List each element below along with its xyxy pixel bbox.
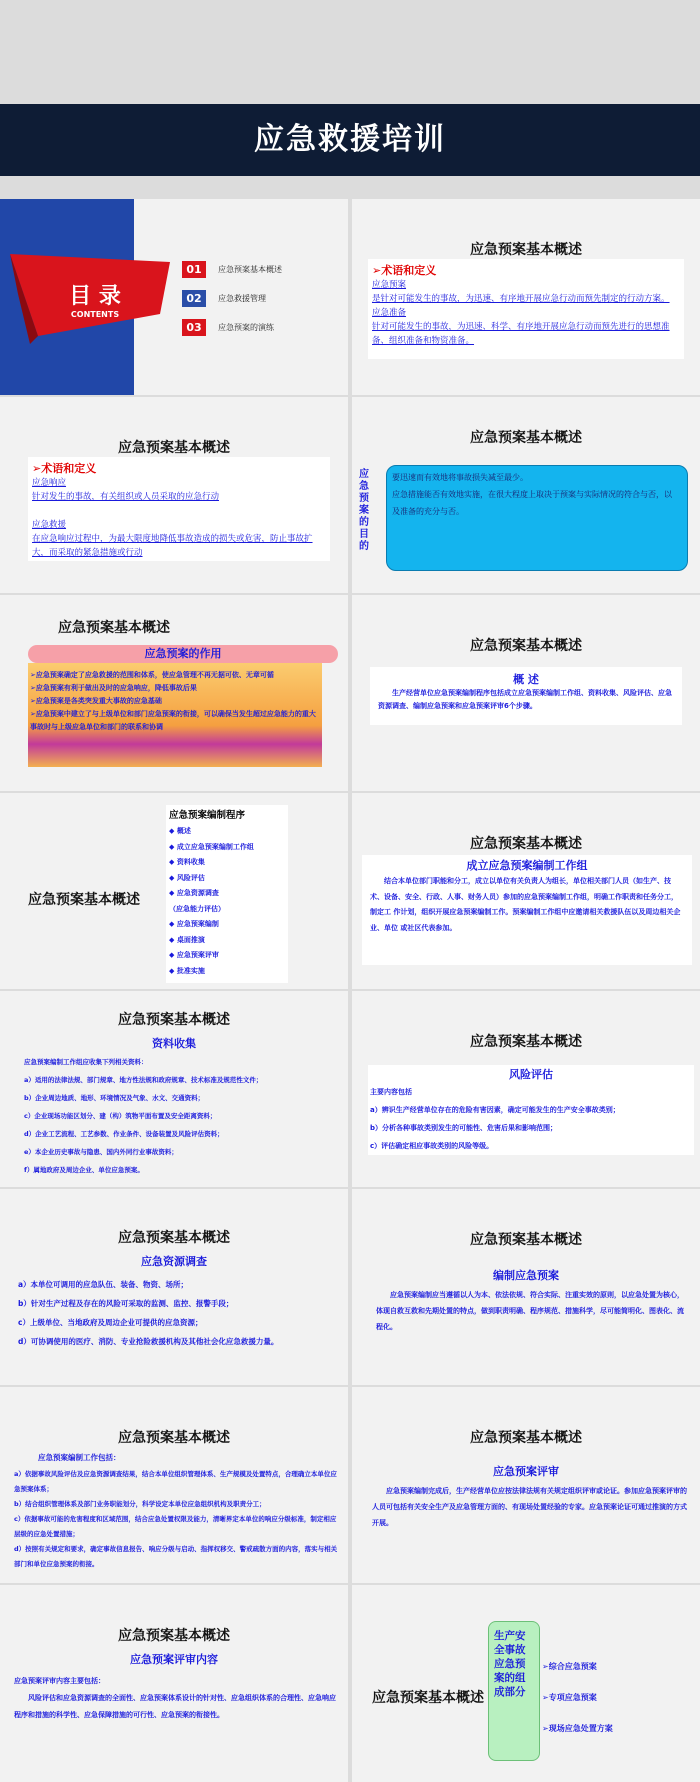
procedure-step: ◆ 应急资源调查 bbox=[169, 889, 219, 897]
slide-title: 应急预案基本概述 bbox=[470, 638, 582, 654]
toc-slide bbox=[0, 199, 348, 395]
slide-title: 应急预案基本概述 bbox=[470, 430, 582, 446]
risk-heading: 风险评估 bbox=[509, 1068, 553, 1081]
collection-item: d）企业工艺流程、工艺参数、作业条件、设备装置及风险评估资料； bbox=[24, 1130, 224, 1138]
component-item: ➢综合应急预案 bbox=[542, 1662, 597, 1671]
section-heading: ➢术语和定义 bbox=[32, 462, 97, 475]
components-vertical-label: 生产安全事故应急预案的组成部分 bbox=[494, 1630, 526, 1698]
work-item: d）按照有关规定和要求，确定事故信息报告、响应分级与启动、指挥权移交、警戒疏散方面的内容，落实与相关部门和单位应急预案的衔接。 bbox=[14, 1545, 338, 1568]
slide-plan-components bbox=[352, 1585, 700, 1782]
work-item: b）结合组织管理体系及部门业务职能划分，科学设定本单位应急组织机构及职责分工； bbox=[14, 1500, 266, 1508]
procedure-step: ◆ 资料收集 bbox=[169, 858, 205, 866]
resource-item: b）针对生产过程及存在的风险可采取的监测、监控、报警手段； bbox=[18, 1299, 234, 1308]
role-item: ➢应急预案有利于做出及时的应急响应，降低事故后果 bbox=[30, 684, 197, 692]
workgroup-body: 结合本单位部门职能和分工，成立以单位有关负责人为组长，单位相关部门人员（如生产、技术、设备、安全、行政、人事、财务人员）参加的应急预案编制工作组，明确工作职责和任务分工，制定工 作计划，组织开展应急预案编制工作。预案编制工作组中应邀请相关救援队伍以及周边相关企业、单位 或社区代表参加。 bbox=[370, 877, 681, 932]
cover-banner bbox=[0, 104, 700, 176]
role-item: ➢应急预案是各类突发重大事故的应急基础 bbox=[30, 697, 162, 705]
review-content-intro: 应急预案评审内容主要包括： bbox=[14, 1677, 105, 1685]
slide-workgroup bbox=[352, 793, 700, 989]
collection-item: f）属地政府及周边企业、单位应急预案。 bbox=[24, 1166, 144, 1174]
slide-procedure bbox=[0, 793, 348, 989]
toc-num-2: 02 bbox=[182, 290, 206, 307]
workgroup-heading: 成立应急预案编制工作组 bbox=[466, 859, 588, 872]
procedure-step: ◆ 概述 bbox=[169, 827, 191, 835]
review-content-heading: 应急预案评审内容 bbox=[130, 1653, 218, 1666]
slide-prepare-plan bbox=[352, 1189, 700, 1385]
resource-heading: 应急资源调查 bbox=[141, 1255, 207, 1268]
vertical-label: 应急预案的目的 bbox=[359, 469, 369, 552]
collection-item: e）本企业历史事故与隐患、国内外同行业事故资料； bbox=[24, 1148, 178, 1156]
risk-item: b）分析各种事故类别发生的可能性、危害后果和影响范围； bbox=[370, 1124, 558, 1132]
toc-subheading: CONTENTS bbox=[70, 310, 120, 319]
slide-title: 应急预案基本概述 bbox=[470, 1034, 582, 1050]
collection-item: b）企业周边地质、地形、环境情况及气象、水文、交通资料； bbox=[24, 1094, 205, 1102]
toc-item-1[interactable]: 应急预案基本概述 bbox=[218, 265, 282, 274]
collection-heading: 资料收集 bbox=[152, 1037, 196, 1050]
term-definition: 在应急响应过程中，为最大限度地降低事故造成的损失或危害，防止事故扩大，而采取的紧急措施或行动 bbox=[32, 534, 313, 558]
term-label: 应急准备 bbox=[372, 308, 407, 318]
slide-role bbox=[0, 595, 348, 791]
slide-title: 应急预案基本概述 bbox=[118, 1430, 230, 1446]
slide-title: 应急预案基本概述 bbox=[58, 620, 170, 636]
procedure-step: ◆ 成立应急预案编制工作组 bbox=[169, 842, 254, 851]
toc-num-1: 01 bbox=[182, 261, 206, 278]
slide-title: 应急预案基本概述 bbox=[470, 1232, 582, 1248]
collection-item: a）适用的法律法规、部门规章、地方性法规和政府规章、技术标准及规范性文件； bbox=[24, 1076, 263, 1084]
prepare-heading: 编制应急预案 bbox=[493, 1269, 559, 1282]
risk-item: a）辨识生产经营单位存在的危险有害因素，确定可能发生的生产安全事故类别； bbox=[370, 1106, 620, 1114]
work-item: a）依据事故风险评估及应急资源调查结果，结合本单位组织管理体系、生产规模及处置特点，合理确立本单位应急预案体系； bbox=[14, 1470, 337, 1493]
procedure-step: ◆ 应急预案编制 bbox=[169, 920, 219, 928]
overview-heading: 概 述 bbox=[513, 673, 539, 686]
slide-review-content bbox=[0, 1585, 348, 1782]
role-item: ➢应急预案确定了应急救援的范围和体系，使应急管理不再无据可依、无章可循 bbox=[30, 671, 274, 679]
slide-title: 应急预案基本概述 bbox=[28, 892, 140, 908]
procedure-step: ◆ 风险评估 bbox=[169, 873, 205, 882]
purpose-line-2: 应急措施能否有效地实施，在很大程度上取决于预案与实际情况的符合与否，以及准备的充分与否。 bbox=[392, 490, 672, 516]
review-heading: 应急预案评审 bbox=[493, 1465, 559, 1478]
section-heading: ➢术语和定义 bbox=[372, 264, 437, 277]
overview-body: 生产经营单位应急预案编制程序包括成立应急预案编制工作组、资料收集、风险评估、应急资源调查、编制应急预案和应急预案评审6个步骤。 bbox=[378, 689, 672, 710]
review-content-body: 风险评估和应急资源调查的全面性、应急预案体系设计的针对性、应急组织体系的合理性、应急响应程序和措施的科学性、应急保障措施的可行性、应急预案的衔接性。 bbox=[14, 1694, 336, 1719]
procedure-step: ◆ 桌面推演 bbox=[169, 935, 205, 944]
slide-terms-1 bbox=[352, 199, 700, 395]
slide-title: 应急预案基本概述 bbox=[118, 1012, 230, 1028]
resource-item: d）可协调使用的医疗、消防、专业抢险救援机构及其他社会化应急救援力量。 bbox=[18, 1337, 279, 1346]
slide-title: 应急预案基本概述 bbox=[372, 1690, 484, 1706]
slide-title: 应急预案基本概述 bbox=[470, 836, 582, 852]
component-item: ➢专项应急预案 bbox=[542, 1693, 597, 1702]
term-definition: 针对发生的事故，有关组织或人员采取的应急行动 bbox=[32, 492, 220, 502]
cover-title: 应急救援培训 bbox=[254, 122, 446, 157]
slide-overview bbox=[352, 595, 700, 791]
resource-item: a）本单位可调用的应急队伍、装备、物资、场所； bbox=[18, 1280, 189, 1289]
procedure-box-title: 应急预案编制程序 bbox=[169, 810, 246, 821]
slide-title: 应急预案基本概述 bbox=[470, 1430, 582, 1446]
term-label: 应急预案 bbox=[372, 280, 407, 290]
toc-item-3[interactable]: 应急预案的演练 bbox=[218, 323, 274, 332]
toc-heading: 目 录 bbox=[69, 284, 121, 309]
procedure-step: （应急能力评估） bbox=[169, 904, 225, 913]
work-intro: 应急预案编制工作包括： bbox=[38, 1453, 121, 1462]
toc-num-3: 03 bbox=[182, 319, 206, 336]
slide-resource-survey bbox=[0, 1189, 348, 1385]
purpose-line-1: 要迅速而有效地将事故损失减至最少。 bbox=[392, 473, 528, 482]
term-label: 应急响应 bbox=[32, 478, 67, 488]
review-body: 应急预案编制完成后，生产经营单位应按法律法规有关规定组织评审或论证。参加应急预案评审的 人员可包括有关安全生产及应急管理方面的、有现场处置经验的专家。应急预案论证可通过推演的方式开展。 bbox=[372, 1487, 687, 1527]
prepare-body: 应急预案编制应当遵循以人为本、依法依规、符合实际、注重实效的原则，以应急处置为核心，体现自救互救和先期处置的特点，做到职责明确、程序规范、措施科学，尽可能简明化、图表化、流程化。 bbox=[376, 1291, 684, 1331]
slide-purpose bbox=[352, 397, 700, 593]
slide-risk-assessment bbox=[352, 991, 700, 1187]
work-item: c）依据事故可能的危害程度和区域范围，结合应急处置权限及能力，清晰界定本单位的响应分级标准，制定相应层级的应急处置措施； bbox=[14, 1515, 337, 1538]
slide-plan-review bbox=[352, 1387, 700, 1583]
slide-title: 应急预案基本概述 bbox=[118, 1628, 230, 1644]
term-definition: 针对可能发生的事故，为迅速、科学、有序地开展应急行动而预先进行的思想准备、组织准备和物资准备。 bbox=[372, 322, 670, 346]
role-heading: 应急预案的作用 bbox=[28, 645, 338, 663]
term-definition: 是针对可能发生的事故，为迅速、有序地开展应急行动而预先制定的行动方案。 bbox=[372, 294, 670, 304]
slide-title: 应急预案基本概述 bbox=[118, 1230, 230, 1246]
procedure-step: ◆ 应急预案评审 bbox=[169, 951, 219, 959]
slide-data-collection bbox=[0, 991, 348, 1187]
slide-terms-2 bbox=[0, 397, 348, 593]
slide-prepare-work bbox=[0, 1387, 348, 1583]
component-item: ➢现场应急处置方案 bbox=[542, 1724, 613, 1733]
term-label: 应急救援 bbox=[32, 520, 67, 530]
slide-title: 应急预案基本概述 bbox=[118, 440, 230, 456]
risk-item: c）评估确定相应事故类别的风险等级。 bbox=[370, 1142, 494, 1150]
slide-title: 应急预案基本概述 bbox=[470, 242, 582, 258]
procedure-step: ◆ 批准实施 bbox=[169, 966, 205, 975]
resource-item: c）上级单位、当地政府及周边企业可提供的应急资源； bbox=[18, 1318, 203, 1327]
toc-item-2[interactable]: 应急救援管理 bbox=[218, 294, 266, 303]
collection-intro: 应急预案编制工作组应收集下列相关资料： bbox=[24, 1058, 148, 1066]
risk-intro: 主要内容包括 bbox=[370, 1088, 412, 1096]
collection-item: c）企业现场功能区划分、建（构）筑物平面布置及安全距离资料； bbox=[24, 1112, 217, 1120]
role-item: ➢应急预案中建立了与上级单位和部门应急预案的衔接，可以确保当发生超过应急能力的重大事故时与上级应急单位和部门的联系和协调 bbox=[30, 710, 316, 731]
